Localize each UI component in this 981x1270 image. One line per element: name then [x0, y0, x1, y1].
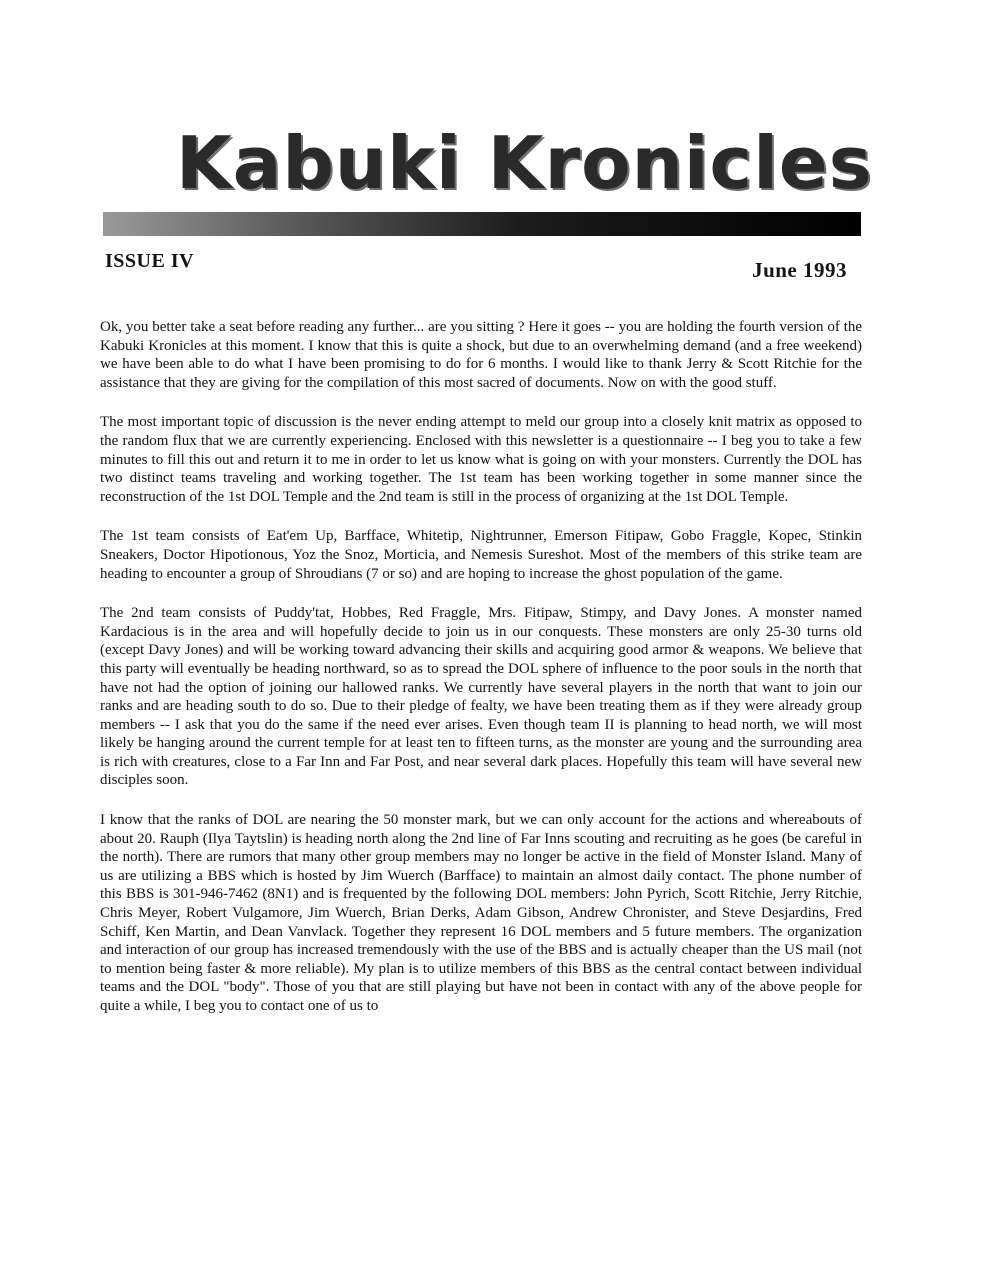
issue-number: ISSUE IV: [105, 250, 195, 272]
issue-date: June 1993: [752, 258, 847, 282]
paragraph-second-team: The 2nd team consists of Puddy'tat, Hobbes, Red Fraggle, Mrs. Fitipaw, Stimpy, and Davy Jones. A monster named Kardacious is in the area and will hopefully decide to join us in our conquests. These monsters are only 25-30 turns old (except Davy Jones) and will be working toward advancing their skills and acquiring good armor & weapons. We believe that this party will eventually be heading northward, so as to spread the DOL sphere of influence to the poor souls in the north that have not had the option of joining our hallowed ranks. We currently have several players in the north that want to join our ranks and are heading south to do so. Due to their pledge of fealty, we have been treating them as if they were already group members -- I ask that you do the same if the need ever arises. Even though team II is planning to head north, we will most likely be hanging around the current temple for at least ten to fifteen turns, as the monster are young and the surrounding area is rich with creatures, close to a Far Inn and Far Post, and near several dark places. Hopefully this team will have several new disciples soon.: [100, 605, 862, 789]
paragraph-group-matrix: The most important topic of discussion is the never ending attempt to meld our group into a closely knit matrix as opposed to the random flux that we are currently experiencing. Enclosed with this newsletter is a questionnaire -- I beg you to take a few minutes to fill this out and return it to me in order to let us know what is going on with your monsters. Currently the DOL has two distinct teams traveling and working together. The 1st team has been working together in some manner since the reconstruction of the 1st DOL Temple and the 2nd team is still in the process of organizing at the 1st DOL Temple.: [100, 414, 862, 505]
paragraph-ranks-bbs: I know that the ranks of DOL are nearing the 50 monster mark, but we can only account for the actions and whereabouts of about 20. Rauph (Ilya Taytslin) is heading north along the 2nd line of Far Inns scouting and recruiting as he goes (be careful in the north). There are rumors that many other group members may no longer be active in the field of Monster Island. Many of us are utilizing a BBS which is hosted by Jim Wuerch (Barfface) to maintain an almost daily contact. The phone number of this BBS is 301-946-7462 (8N1) and is frequented by the following DOL members: John Pyrich, Scott Ritchie, Jerry Ritchie, Chris Meyer, Robert Vulgamore, Jim Wuerch, Brian Derks, Adam Gibson, Andrew Chronister, and Steve Desjardins, Fred Schiff, Ken Martin, and Dean Vanvlack. Together they represent 16 DOL members and 5 future members. The organization and interaction of our group has increased tremendously with the use of the BBS and is actually cheaper than the US mail (not to mention being faster & more reliable). My plan is to utilize members of this BBS as the central contact between individual teams and the DOL "body". Those of you that are still playing but have not been in contact with any of the above people for quite a while, I beg you to contact one of us to: [100, 812, 862, 1014]
masthead-rule: [103, 212, 861, 236]
paragraph-intro: Ok, you better take a seat before reading any further... are you sitting ? Here it goes -- you are holding the fourth version of the Kabuki Kronicles at this moment. I know that this is quite a shock, but due to an overwhelming demand (and a free weekend) we have been able to do what I have been promising to do for 6 months. I would like to thank Jerry & Scott Ritchie for the assistance that they are giving for the compilation of this most sacred of documents. Now on with the good stuff.: [100, 319, 862, 391]
masthead-title: Kabuki Kronicles: [176, 121, 873, 205]
article-body: [100, 318, 862, 1016]
paragraph-first-team: The 1st team consists of Eat'em Up, Barfface, Whitetip, Nightrunner, Emerson Fitipaw, Gobo Fraggle, Kopec, Stinkin Sneakers, Doctor Hipotionous, Yoz the Snoz, Morticia, and Nemesis Sureshot. Most of the members of this strike team are heading to encounter a group of Shroudians (7 or so) and are hoping to increase the ghost population of the game.: [100, 528, 862, 582]
